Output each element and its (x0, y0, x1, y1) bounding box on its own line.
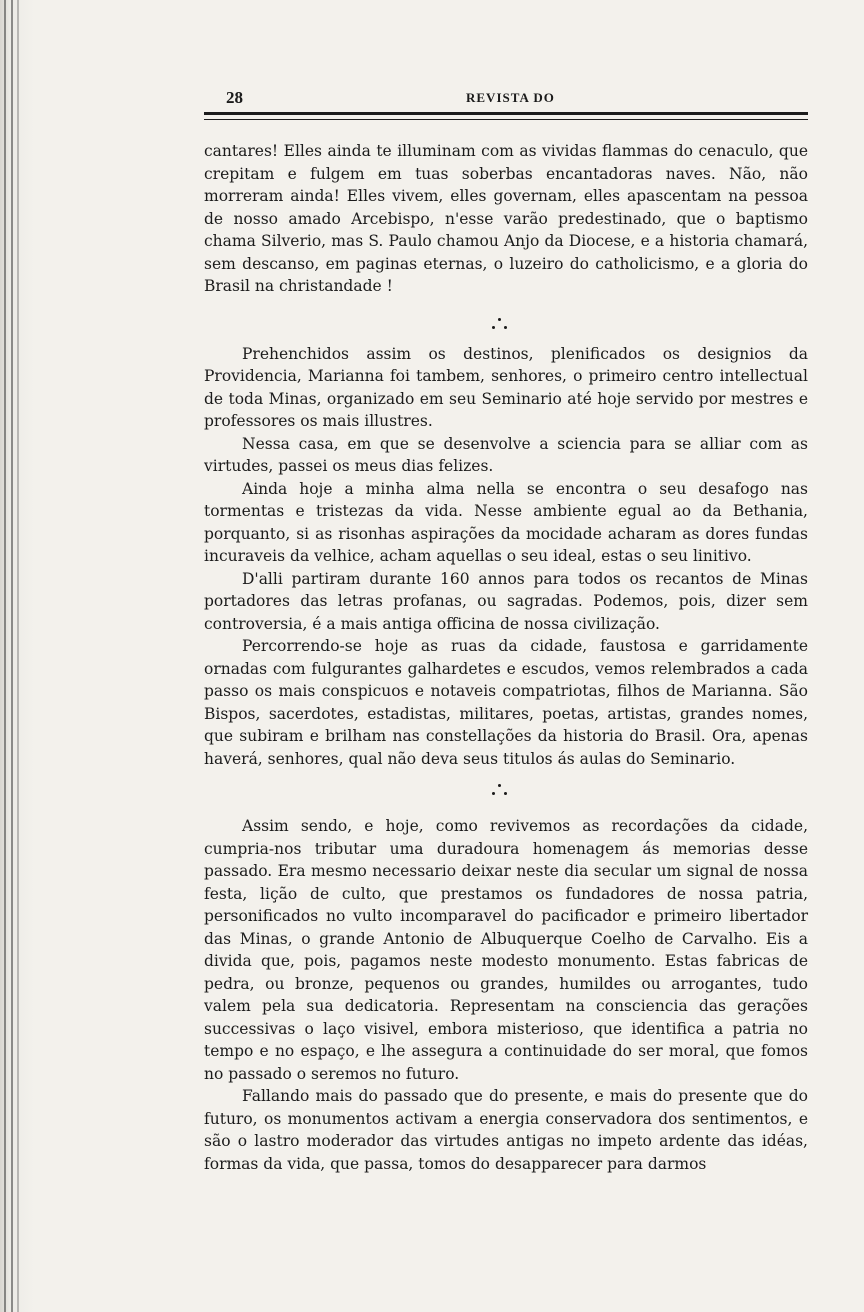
paragraph: Percorrendo-se hoje as ruas da cidade, faustosa e garridamente ornadas com fulgurantes galhardetes e escudos, vemos relembrados a cada passo os mais conspicuos e notaveis compatriotas, filhos de Marianna. São Bispos, sacerdotes, estadistas, militares, poetas, artistas, grandes nomes, que subiram e brilham nas constellações da historia do Brasil. Ora, apenas haverá, senhores, qual não deva seus titulos ás aulas do Seminario. (204, 637, 808, 768)
paragraph: cantares! Elles ainda te illuminam com as vividas flammas do cenaculo, que crepitam e fulgem em tuas soberbas encantadoras naves. Não, não morreram ainda! Elles vivem, elles governam, elles apascentam na pessoa de nosso amado Arcebispo, n'esse varão predestinado, que o baptismo chama Silverio, mas S. Paulo chamou Anjo da Diocese, e a historia chamará, sem descanso, em paginas eternas, o luzeiro do catholicismo, e a gloria do Brasil na christandade ! (204, 142, 808, 295)
binding-edge (0, 0, 34, 1312)
paragraph: Prehenchidos assim os destinos, plenificados os designios da Providencia, Marianna foi tambem, senhores, o primeiro centro intellectual de toda Minas, organizado em seu Seminario até hoje servido por mestres e professores os mais illustres. (204, 344, 808, 430)
page-number: 28 (226, 88, 243, 107)
paragraph: D'alli partiram durante 160 annos para todos os recantos de Minas portadores das letras profanas, ou sagradas. Podemos, pois, dizer sem controversia, é a mais antiga officina de nossa civilização. (204, 569, 808, 633)
ornament-separator (204, 770, 808, 815)
paragraph: Ainda hoje a minha alma nella se encontra o seu desafogo nas tormentas e tristezas da vida. Nesse ambiente egual ao da Bethania, porquanto, si as risonhas aspirações da mocidade acharam as dores fundas incuraveis da velhice, acham aquellas o seu ideal, estas o seu linitivo. (204, 479, 808, 565)
ornament-separator (204, 298, 808, 343)
running-title: REVISTA DO (466, 90, 555, 105)
header-rule (204, 112, 808, 120)
running-head (204, 84, 808, 110)
body-text (204, 140, 808, 1175)
paragraph: Assim sendo, e hoje, como revivemos as recordações da cidade, cumpria-nos tributar uma duradoura homenagem ás memorias desse passado. Era mesmo necessario deixar neste dia secular um signal de nossa festa, lição de culto, que prestamos os fundadores de nossa patria, personificados no vulto incomparavel do pacificador e primeiro libertador das Minas, o grande Antonio de Albuquerque Coelho de Carvalho. Eis a divida que, pois, pagamos neste modesto monumento. Estas fabricas de pedra, ou bronze, pequenos ou grandes, humildes ou arrogantes, tudo valem pela sua dedicatoria. Representam na consciencia das gerações successivas o laço visivel, embora misterioso, que identifica a patria no tempo e no espaço, e lhe assegura a continuidade do ser moral, que fomos no passado o seremos no futuro. (204, 817, 808, 1083)
book-page (204, 84, 808, 1173)
paragraph: Fallando mais do passado que do presente, e mais do presente que do futuro, os monumentos activam a energia conservadora dos sentimentos, e são o lastro moderador das virtudes antigas no impeto ardente das idéas, formas da vida, que passa, tomos do desapparecer para darmos (204, 1087, 808, 1173)
paragraph: Nessa casa, em que se desenvolve a sciencia para se alliar com as virtudes, passei os meus dias felizes. (204, 434, 808, 475)
